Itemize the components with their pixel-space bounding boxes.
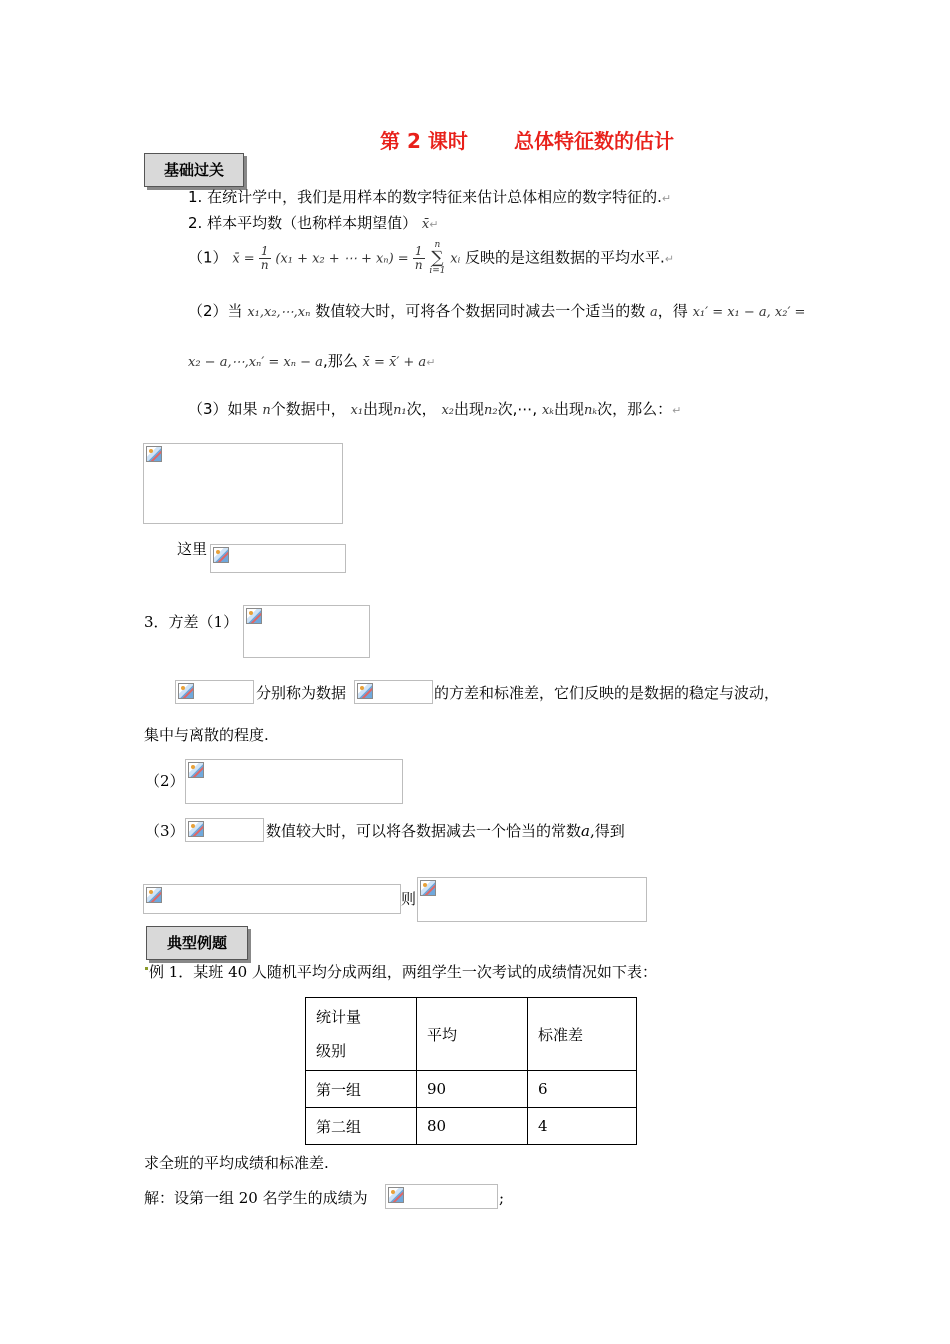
- formula-3-t4: 次,⋯,: [497, 400, 538, 418]
- return-mark: ↵: [426, 356, 436, 369]
- formula-1-label: （1）: [188, 248, 228, 267]
- broken-image-icon: [357, 683, 373, 699]
- table-row: [306, 1071, 637, 1108]
- header-group: 级别: [316, 1042, 347, 1060]
- broken-image-icon: [188, 821, 204, 837]
- formula-3-t3: 出现: [454, 400, 485, 418]
- anchor-mark: [145, 967, 148, 970]
- table-header-row: [306, 998, 637, 1071]
- fraction-1-over-n: [259, 245, 271, 272]
- broken-image-s2-s: [175, 680, 254, 704]
- formula-3-t2: 次，: [406, 400, 437, 418]
- table-cell-group: 第二组: [306, 1108, 417, 1145]
- broken-image-then-formula: [417, 877, 647, 922]
- formula-2b-line: [188, 350, 435, 371]
- formula-2-expression: x₁′ = x₁ − a, x₂′ =: [692, 305, 806, 320]
- table-cell-mean: 80: [417, 1108, 528, 1145]
- table-header-sd: 标准差: [528, 998, 637, 1071]
- broken-image-solution: [385, 1184, 498, 1209]
- broken-image-icon: [388, 1187, 404, 1203]
- page-title: 总体特征数的估计: [514, 129, 674, 153]
- formula-3-n2: n₂: [484, 403, 498, 418]
- fraction-denominator: n: [414, 257, 423, 272]
- table-cell-group: 第一组: [306, 1071, 417, 1108]
- formula-1-lhs: x̄ =: [232, 251, 259, 267]
- formula-3-t6: 次，那么：: [597, 400, 673, 418]
- broken-image-icon: [146, 446, 162, 462]
- table-row: [306, 1108, 637, 1145]
- formula-2-label: （2）当: [188, 302, 243, 320]
- formula-3-x2: x₂: [441, 403, 454, 418]
- broken-image-icon: [178, 683, 194, 699]
- formula-1-line: [188, 240, 674, 276]
- broken-image-weighted-mean: [143, 443, 343, 524]
- table-cell-sd: 4: [528, 1108, 637, 1145]
- broken-image-shifted-data: [143, 884, 401, 914]
- variance-3-a: a: [581, 822, 590, 840]
- section-label-examples: 典型例题: [146, 926, 248, 960]
- formula-2-text: 数值较大时，可将各个数据同时减去一个适当的数: [315, 302, 646, 320]
- broken-image-variance-3: [185, 818, 264, 842]
- formula-1-meaning: 反映的是这组数据的平均水平.: [465, 248, 665, 267]
- formula-1-sum-expression: (x₁ + x₂ + ⋯ + xₙ) =: [275, 251, 413, 267]
- return-mark: ↵: [664, 252, 674, 266]
- section-label-basics: 基础过关: [144, 153, 244, 187]
- return-mark: ↵: [661, 192, 672, 205]
- variance-text-2: 的方差和标准差，它们反映的是数据的稳定与波动，: [434, 684, 780, 702]
- formula-2b-text: ,那么: [322, 352, 358, 370]
- formula-3-xk: xₖ: [541, 403, 555, 418]
- formula-3-label: （3）如果: [188, 400, 258, 418]
- broken-image-icon: [188, 762, 204, 778]
- table-cell-mean: 90: [417, 1071, 528, 1108]
- broken-image-icon: [146, 887, 162, 903]
- here-text: 这里: [177, 540, 208, 558]
- formula-2b-expression: x₂ − a,⋯,xₙ′ = xₙ − a: [188, 355, 323, 370]
- broken-image-data-set: [354, 680, 433, 704]
- formula-3-n: n: [262, 403, 271, 418]
- return-mark: ↵: [429, 218, 439, 231]
- then-text: 则: [401, 890, 417, 908]
- return-mark: ↵: [672, 404, 682, 417]
- sigma-symbol: ∑: [431, 248, 444, 268]
- table-header-mean: 平均: [417, 998, 528, 1071]
- variance-3-text: [266, 820, 625, 841]
- fraction-denominator: n: [260, 257, 269, 272]
- header-stat: 统计量: [316, 1008, 362, 1026]
- solution-text: 解：设第一组 20 名学生的成绩为: [144, 1189, 368, 1207]
- sigma-term: xᵢ: [450, 251, 461, 267]
- broken-image-here: [210, 544, 346, 573]
- table-header-corner: [306, 998, 417, 1071]
- variance-text-1: 分别称为数据: [256, 684, 347, 702]
- fraction-numerator: 1: [260, 243, 269, 258]
- formula-3-t5: 出现: [554, 400, 585, 418]
- example-question: 求全班的平均成绩和标准差.: [144, 1154, 329, 1172]
- formula-3-text1: 个数据中，: [270, 400, 346, 418]
- variance-2-label: （2）: [145, 772, 185, 790]
- item-2-sentence: 2. 样本平均数（也称样本期望值）: [188, 214, 418, 232]
- formula-3-nk: nₖ: [584, 403, 598, 418]
- formula-3-line: [188, 398, 681, 419]
- formula-2-vars: x₁,x₂,⋯,xₙ: [247, 305, 311, 320]
- broken-image-icon: [213, 547, 229, 563]
- lesson-number: 第 2 课时: [380, 129, 468, 153]
- fraction-1-over-n-2: [413, 245, 425, 272]
- broken-image-variance-2: [185, 759, 403, 804]
- broken-image-icon: [420, 880, 436, 896]
- table-cell-sd: 6: [528, 1071, 637, 1108]
- item-1-sentence: 1. 在统计学中，我们是用样本的数字特征来估计总体相应的数字特征的.: [188, 188, 662, 206]
- variance-text-3: 集中与离散的程度.: [144, 726, 269, 744]
- formula-3-x1: x₁: [350, 403, 364, 418]
- formula-3-n1: n₁: [393, 403, 407, 418]
- variance-3-sentence-end: ,得到: [589, 822, 625, 840]
- solution-semicolon: ;: [499, 1189, 505, 1207]
- broken-image-icon: [246, 608, 262, 624]
- sigma-notation: [429, 240, 445, 276]
- stats-table: [305, 997, 637, 1145]
- variance-label: 3．方差（1）: [144, 613, 239, 631]
- sigma-upper: n: [434, 240, 441, 250]
- formula-2-a: a: [650, 305, 658, 320]
- fraction-numerator: 1: [414, 243, 423, 258]
- item-2-text: [188, 212, 438, 233]
- item-1-text: [188, 186, 671, 207]
- variance-3-label: （3）: [145, 822, 185, 840]
- xbar-symbol: x̄: [421, 217, 430, 232]
- formula-3-t1: 出现: [363, 400, 394, 418]
- formula-2-line: [188, 300, 805, 321]
- formula-2-text2: ，得: [657, 302, 688, 320]
- formula-2b-result: x̄ = x̄′ + a: [362, 355, 427, 370]
- example-intro: 例 1．某班 40 人随机平均分成两组，两组学生一次考试的成绩情况如下表：: [149, 963, 657, 981]
- variance-3-sentence: 数值较大时，可以将各数据减去一个恰当的常数: [266, 822, 582, 840]
- broken-image-variance: [243, 605, 370, 658]
- sigma-lower: i=1: [429, 266, 446, 276]
